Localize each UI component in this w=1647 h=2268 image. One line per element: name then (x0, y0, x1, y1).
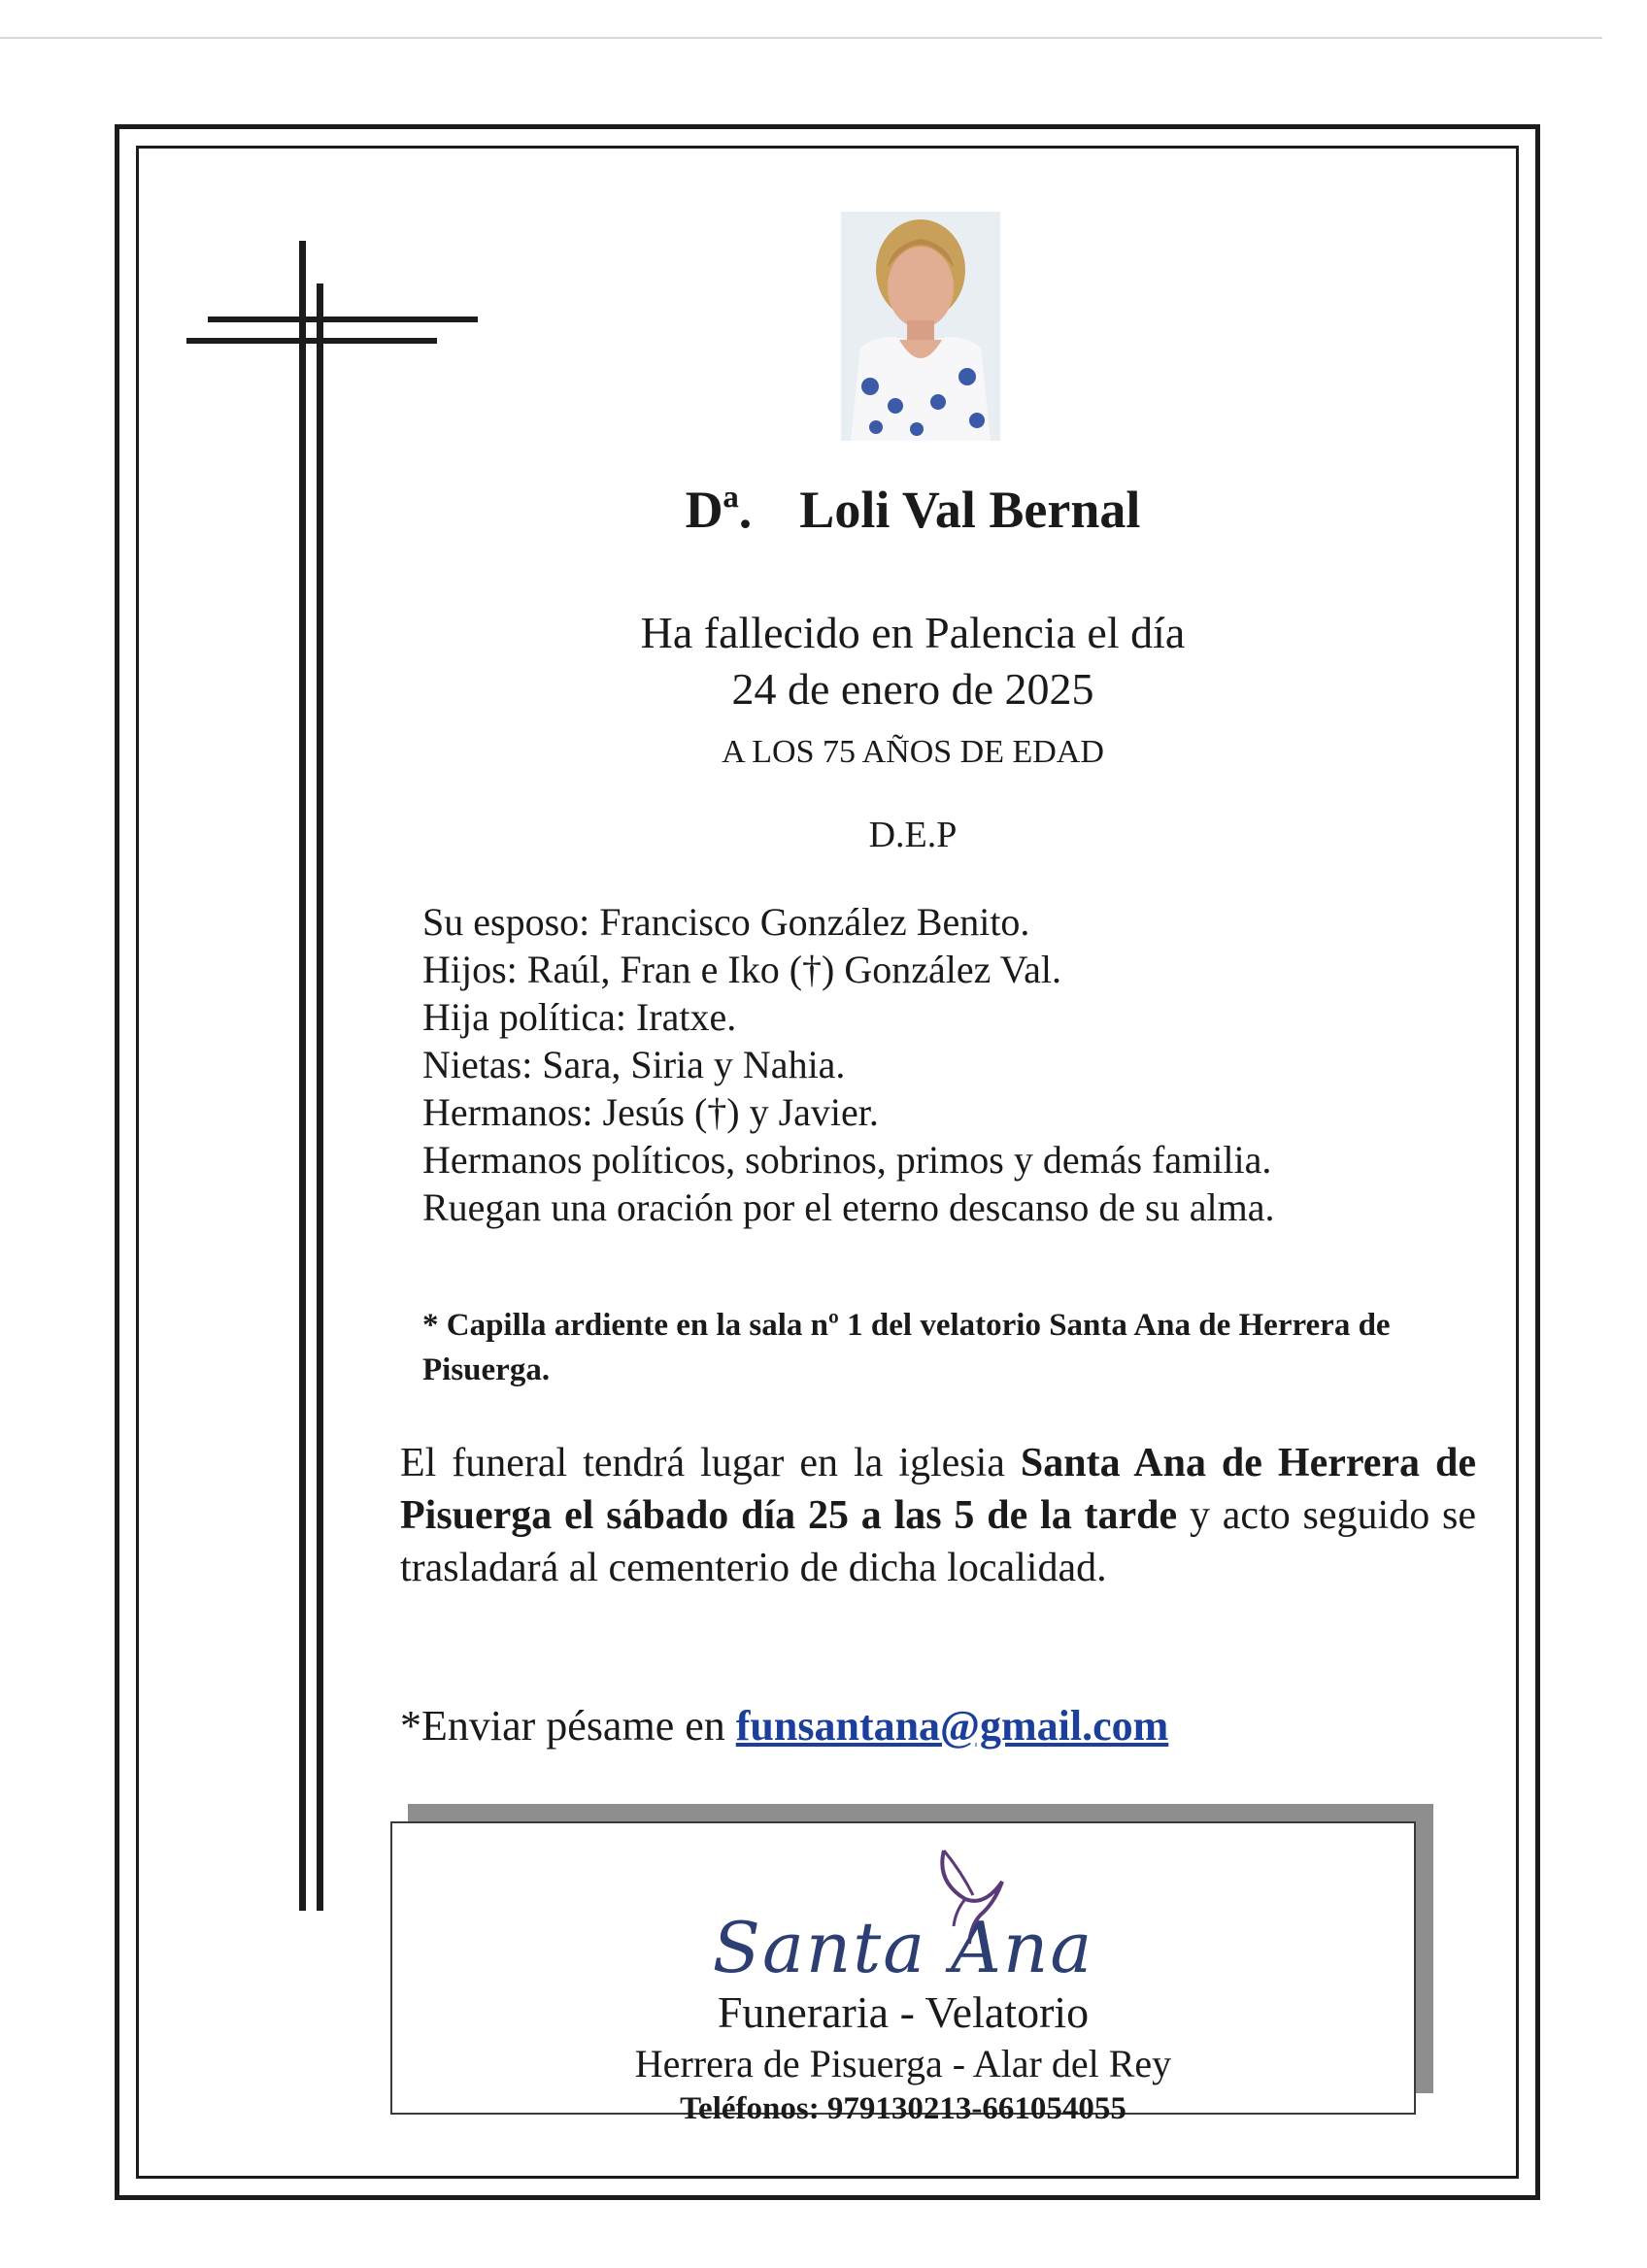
scan-edge-line (0, 37, 1602, 39)
condolence-label: *Enviar pésame en (400, 1702, 736, 1750)
condolence-email-link[interactable]: funsantana@gmail.com (735, 1702, 1169, 1750)
title-prefix: Dª. (685, 481, 753, 539)
condolence-line (400, 1701, 1168, 1751)
funeral-location-time: Santa Ana de Herrera de Pisuerga el sábado día 25 a las 5 de la tarde (400, 1441, 1476, 1538)
portrait-photo (841, 212, 1000, 441)
family-list (422, 898, 1274, 1231)
family-line: Ruegan una oración por el eterno descanso de su alma. (422, 1185, 1275, 1229)
funeral-text-1: El funeral tendrá lugar en la iglesia (400, 1441, 1021, 1485)
funeral-home-card (390, 1821, 1416, 2126)
funeral-home-phones: Teléfonos: 979130213-661054055 (680, 2091, 1126, 2126)
chapel-notice: * Capilla ardiente en la sala nº 1 del velatorio Santa Ana de Herrera de Pisuerga. (422, 1308, 1391, 1387)
funeral-home-subtitle: Funeraria - Velatorio (717, 1987, 1090, 2037)
death-place-line: Ha fallecido en Palencia el día (640, 608, 1186, 657)
brand-logo-text: Santa Ana (712, 1907, 1094, 1988)
funeral-home-location: Herrera de Pisuerga - Alar del Rey (634, 2042, 1172, 2085)
family-line: Hermanos: Jesús (†) y Javier. (422, 1090, 879, 1134)
death-date-line: 24 de enero de 2025 (731, 664, 1094, 714)
family-line: Hija política: Iratxe. (422, 995, 737, 1039)
rip-line: D.E.P (868, 815, 958, 855)
funeral-notice (400, 1437, 1476, 1594)
age-line: A LOS 75 AÑOS DE EDAD (722, 734, 1104, 770)
family-line: Nietas: Sara, Siria y Nahia. (422, 1043, 846, 1086)
deceased-name (544, 480, 1282, 540)
family-line: Hijos: Raúl, Fran e Iko (†) González Val. (422, 948, 1061, 991)
deceased-fullname: Loli Val Bernal (799, 481, 1141, 539)
family-line: Hermanos políticos, sobrinos, primos y demás familia. (422, 1138, 1272, 1182)
family-line: Su esposo: Francisco González Benito. (422, 900, 1030, 944)
funeral-text-2: y acto seguido se trasladará al cementerio de dicha localidad. (400, 1493, 1476, 1590)
